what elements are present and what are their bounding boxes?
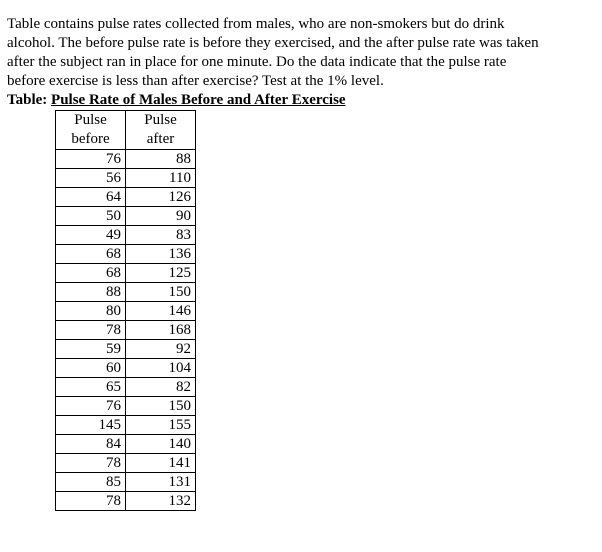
pulse-after-cell: 150	[126, 397, 196, 416]
table-row	[56, 397, 196, 416]
header-line: before	[71, 131, 110, 147]
pulse-before-cell: 49	[56, 226, 126, 245]
pulse-after-cell: 88	[126, 150, 196, 169]
header-line: Pulse	[144, 112, 177, 128]
table-row	[56, 150, 196, 169]
pulse-before-cell: 78	[56, 454, 126, 473]
pulse-after-cell: 141	[126, 454, 196, 473]
pulse-before-cell: 59	[56, 340, 126, 359]
problem-statement	[7, 15, 593, 91]
pulse-after-cell: 82	[126, 378, 196, 397]
pulse-before-cell: 84	[56, 435, 126, 454]
document	[7, 15, 597, 511]
pulse-before-cell: 85	[56, 473, 126, 492]
column-header-before	[56, 111, 126, 150]
table-row	[56, 378, 196, 397]
pulse-after-cell: 131	[126, 473, 196, 492]
pulse-before-cell: 76	[56, 397, 126, 416]
pulse-after-cell: 155	[126, 416, 196, 435]
pulse-before-cell: 64	[56, 188, 126, 207]
problem-line: before exercise is less than after exercise? Test at the 1% level.	[7, 73, 384, 89]
problem-line: alcohol. The before pulse rate is before they exercised, and the after pulse rate was taken	[7, 35, 539, 51]
pulse-before-cell: 145	[56, 416, 126, 435]
pulse-before-cell: 80	[56, 302, 126, 321]
pulse-after-cell: 90	[126, 207, 196, 226]
pulse-rate-table	[55, 110, 196, 511]
pulse-after-cell: 126	[126, 188, 196, 207]
pulse-before-cell: 88	[56, 283, 126, 302]
pulse-after-cell: 140	[126, 435, 196, 454]
table-row	[56, 492, 196, 511]
pulse-after-cell: 104	[126, 359, 196, 378]
table-row	[56, 473, 196, 492]
table-row	[56, 359, 196, 378]
pulse-after-cell: 110	[126, 169, 196, 188]
pulse-after-cell: 92	[126, 340, 196, 359]
table-row	[56, 245, 196, 264]
header-line: Pulse	[74, 112, 107, 128]
column-header-after	[126, 111, 196, 150]
table-body	[56, 150, 196, 511]
pulse-before-cell: 78	[56, 492, 126, 511]
pulse-before-cell: 68	[56, 264, 126, 283]
pulse-after-cell: 146	[126, 302, 196, 321]
pulse-after-cell: 136	[126, 245, 196, 264]
pulse-after-cell: 125	[126, 264, 196, 283]
table-row	[56, 188, 196, 207]
pulse-after-cell: 150	[126, 283, 196, 302]
table-caption-prefix: Table:	[7, 92, 52, 108]
table-header-row	[56, 111, 196, 150]
table-row	[56, 283, 196, 302]
table-row	[56, 340, 196, 359]
pulse-before-cell: 65	[56, 378, 126, 397]
pulse-after-cell: 83	[126, 226, 196, 245]
pulse-before-cell: 78	[56, 321, 126, 340]
table-row	[56, 321, 196, 340]
table-row	[56, 226, 196, 245]
table-row	[56, 416, 196, 435]
pulse-before-cell: 76	[56, 150, 126, 169]
table-row	[56, 454, 196, 473]
table-caption-title: Pulse Rate of Males Before and After Exercise	[51, 92, 346, 108]
table-row	[56, 264, 196, 283]
pulse-before-cell: 68	[56, 245, 126, 264]
pulse-before-cell: 50	[56, 207, 126, 226]
table-row	[56, 302, 196, 321]
pulse-before-cell: 56	[56, 169, 126, 188]
table-row	[56, 207, 196, 226]
table-caption	[7, 91, 597, 109]
pulse-after-cell: 168	[126, 321, 196, 340]
pulse-after-cell: 132	[126, 492, 196, 511]
pulse-before-cell: 60	[56, 359, 126, 378]
header-line: after	[146, 131, 175, 147]
problem-line: Table contains pulse rates collected from males, who are non-smokers but do drink	[7, 16, 505, 32]
problem-line: after the subject ran in place for one minute. Do the data indicate that the pulse rate	[7, 54, 507, 70]
table-row	[56, 435, 196, 454]
table-row	[56, 169, 196, 188]
